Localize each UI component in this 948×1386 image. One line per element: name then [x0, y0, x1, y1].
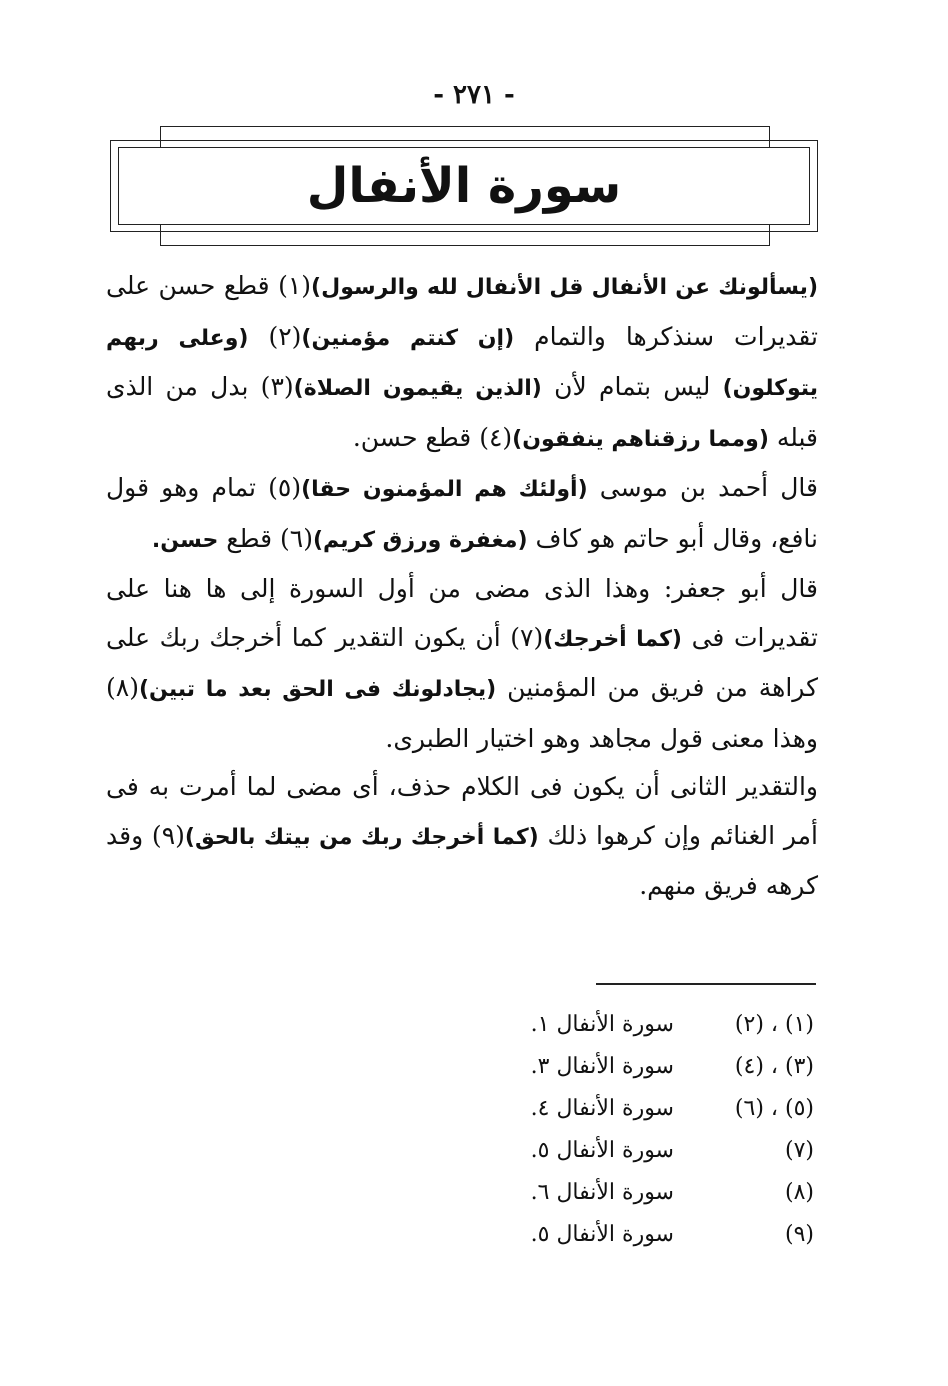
- paragraph: [106, 262, 818, 464]
- footnote-row: [494, 1171, 814, 1213]
- commentary-text: (٩) وقد كرهه فريق منهم.: [106, 820, 818, 900]
- quran-quote: حسن.: [151, 527, 219, 553]
- paragraph: [106, 565, 818, 763]
- commentary-text: (٦) قطع: [218, 523, 313, 553]
- commentary-text: قال أبو جعفر: وهذا الذى مضى من أول السورة إلى ها هنا على تقديرات فى: [106, 574, 818, 652]
- commentary-text: ليس بتمام لأن: [541, 372, 723, 401]
- footnote-row: [494, 1045, 814, 1087]
- footnote-reference: سورة الأنفال ١.: [530, 1011, 674, 1037]
- quran-quote: (يسألونك عن الأنفال قل الأنفال لله والرسول): [311, 275, 818, 300]
- footnote-marks: (٧): [784, 1137, 814, 1163]
- footnote-row: [494, 1087, 814, 1129]
- footnote-reference: سورة الأنفال ٦.: [530, 1179, 674, 1205]
- quran-quote: (ومما رزقناهم ينفقون): [512, 426, 769, 452]
- footnote-row: [494, 1003, 814, 1045]
- commentary-text: والتقدير الثانى أن يكون فى الكلام حذف، أى مضى لما أمرت به فى أمر الغنائم وإن كرهوا ذلك: [106, 772, 818, 850]
- body-text: [106, 262, 818, 911]
- footnote-row: [494, 1129, 814, 1171]
- commentary-text: (٤) قطع حسن.: [352, 422, 513, 452]
- title-box: [118, 147, 810, 225]
- paragraph: [106, 464, 818, 565]
- footnote-reference: سورة الأنفال ٣.: [530, 1053, 674, 1079]
- footnote-marks: (٩): [784, 1221, 814, 1247]
- quran-quote: (أولئك هم المؤمنون حقا): [301, 477, 588, 502]
- footnote-marks: (١) ، (٢): [734, 1011, 814, 1037]
- commentary-text: (٥) تمام وهو قول نافع، وقال أبو حاتم هو كاف: [106, 473, 818, 553]
- commentary-text: (٨) وهذا معنى قول مجاهد وهو اختيار الطبرى.: [106, 673, 818, 753]
- commentary-text: (٢): [248, 321, 302, 351]
- footnote-marks: (٨): [784, 1179, 814, 1205]
- footnote-reference: سورة الأنفال ٥.: [530, 1221, 674, 1247]
- commentary-text: قال أحمد بن موسى: [587, 473, 818, 502]
- quran-quote: (إن كنتم مؤمنين): [301, 325, 515, 351]
- quran-quote: (وعلى ربهم يتوكلون): [106, 325, 819, 401]
- quran-quote: (الذين يقيمون الصلاة): [293, 376, 542, 401]
- footnote-marks: (٥) ، (٦): [734, 1095, 814, 1121]
- footnotes: [494, 1003, 814, 1255]
- footnote-divider: [596, 983, 816, 985]
- quran-quote: (يجادلونك فى الحق بعد ما تبين): [138, 677, 497, 702]
- quran-quote: (كما أخرجك): [543, 626, 682, 652]
- commentary-text: (١) قطع حسن على تقديرات سنذكرها والتمام: [106, 271, 818, 351]
- footnote-row: [494, 1213, 814, 1255]
- footnote-reference: سورة الأنفال ٥.: [530, 1137, 674, 1163]
- quran-quote: (كما أخرجك ربك من بيتك بالحق): [184, 824, 539, 850]
- commentary-text: (٧) أن يكون التقدير كما أخرجك ربك على كراهة من فريق من المؤمنين: [106, 622, 818, 702]
- commentary-text: (٣) بدل من الذى قبله: [106, 372, 818, 452]
- quran-quote: (مغفرة ورزق كريم): [312, 527, 528, 553]
- footnote-reference: سورة الأنفال ٤.: [530, 1095, 674, 1121]
- surah-title: سورة الأنفال: [306, 158, 622, 214]
- page-number: - ٢٧١ -: [433, 80, 515, 110]
- footnote-marks: (٣) ، (٤): [734, 1053, 814, 1079]
- paragraph: [106, 763, 818, 911]
